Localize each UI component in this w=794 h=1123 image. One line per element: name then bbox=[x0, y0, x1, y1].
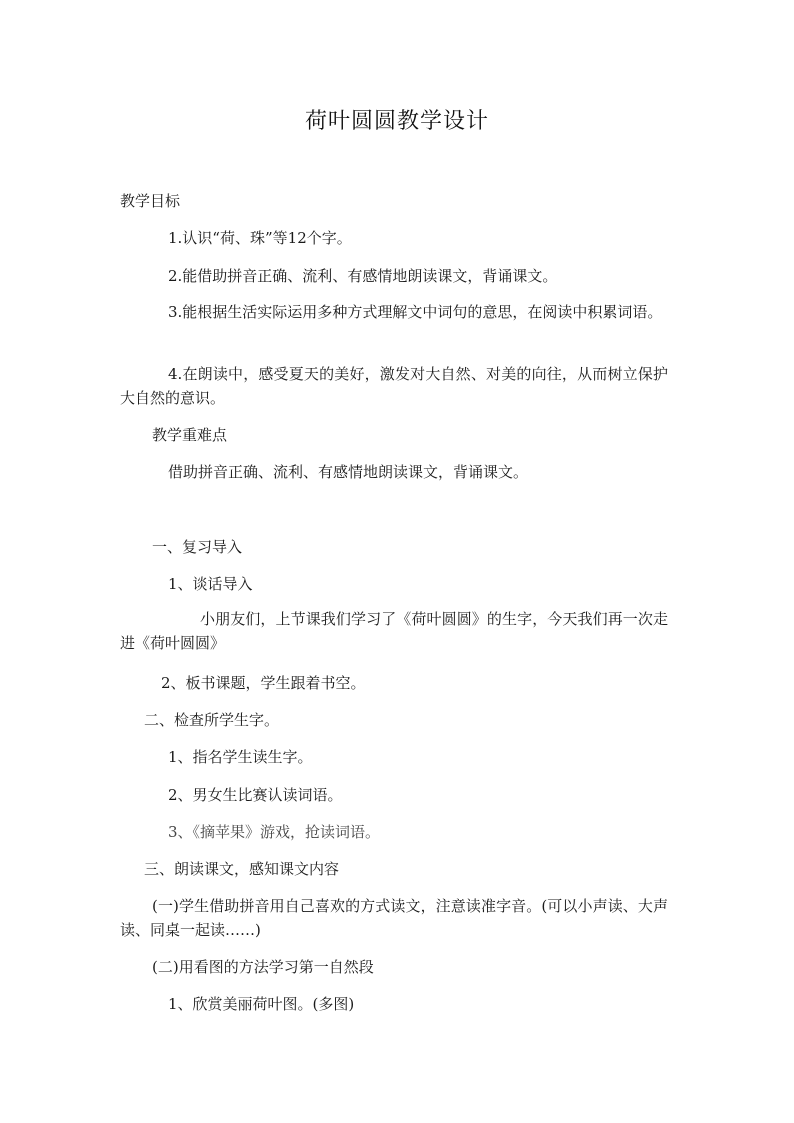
section-3-heading: 三、朗读课文，感知课文内容 bbox=[144, 860, 340, 878]
section-2-heading: 二、检查所学生字。 bbox=[144, 711, 280, 729]
goal-item-1: 1.认识“荷、珠”等12个字。 bbox=[168, 229, 352, 247]
section-1-step-2: 2、板书课题，学生跟着书空。 bbox=[161, 674, 366, 692]
goal-item-2: 2.能借助拼音正确、流利、有感情地朗读课文，背诵课文。 bbox=[168, 267, 558, 285]
section-2-item-1: 1、指名学生读生字。 bbox=[168, 748, 313, 766]
goal-item-3: 3.能根据生活实际运用多种方式理解文中词句的意思，在阅读中积累词语。 bbox=[168, 303, 663, 321]
section-1-step-1: 1、谈话导入 bbox=[168, 575, 253, 593]
goals-heading: 教学目标 bbox=[120, 192, 181, 210]
section-3-part-2-item-1: 1、欣赏美丽荷叶图。(多图) bbox=[168, 995, 355, 1013]
section-2-item-3: 3、《摘苹果》游戏，抢读词语。 bbox=[168, 823, 381, 841]
key-points-heading: 教学重难点 bbox=[152, 426, 228, 444]
goal-item-4: 4.在朗读中，感受夏天的美好，激发对大自然、对美的向往，从而树立保护大自然的意识。 bbox=[120, 365, 668, 407]
section-1-heading: 一、复习导入 bbox=[152, 538, 243, 556]
section-2-item-2: 2、男女生比赛认读词语。 bbox=[168, 786, 343, 804]
key-points-text: 借助拼音正确、流利、有感情地朗读课文，背诵课文。 bbox=[168, 463, 529, 481]
section-3-part-1: (一)学生借助拼音用自己喜欢的方式读文，注意读准字音。(可以小声读、大声读、同桌一起读……) bbox=[120, 897, 668, 939]
section-1-step-1-text: 小朋友们，上节课我们学习了《荷叶圆圆》的生字，今天我们再一次走进《荷叶圆圆》 bbox=[120, 610, 668, 652]
document-title: 荷叶圆圆教学设计 bbox=[304, 109, 489, 134]
section-3-part-2: (二)用看图的方法学习第一自然段 bbox=[152, 958, 374, 976]
